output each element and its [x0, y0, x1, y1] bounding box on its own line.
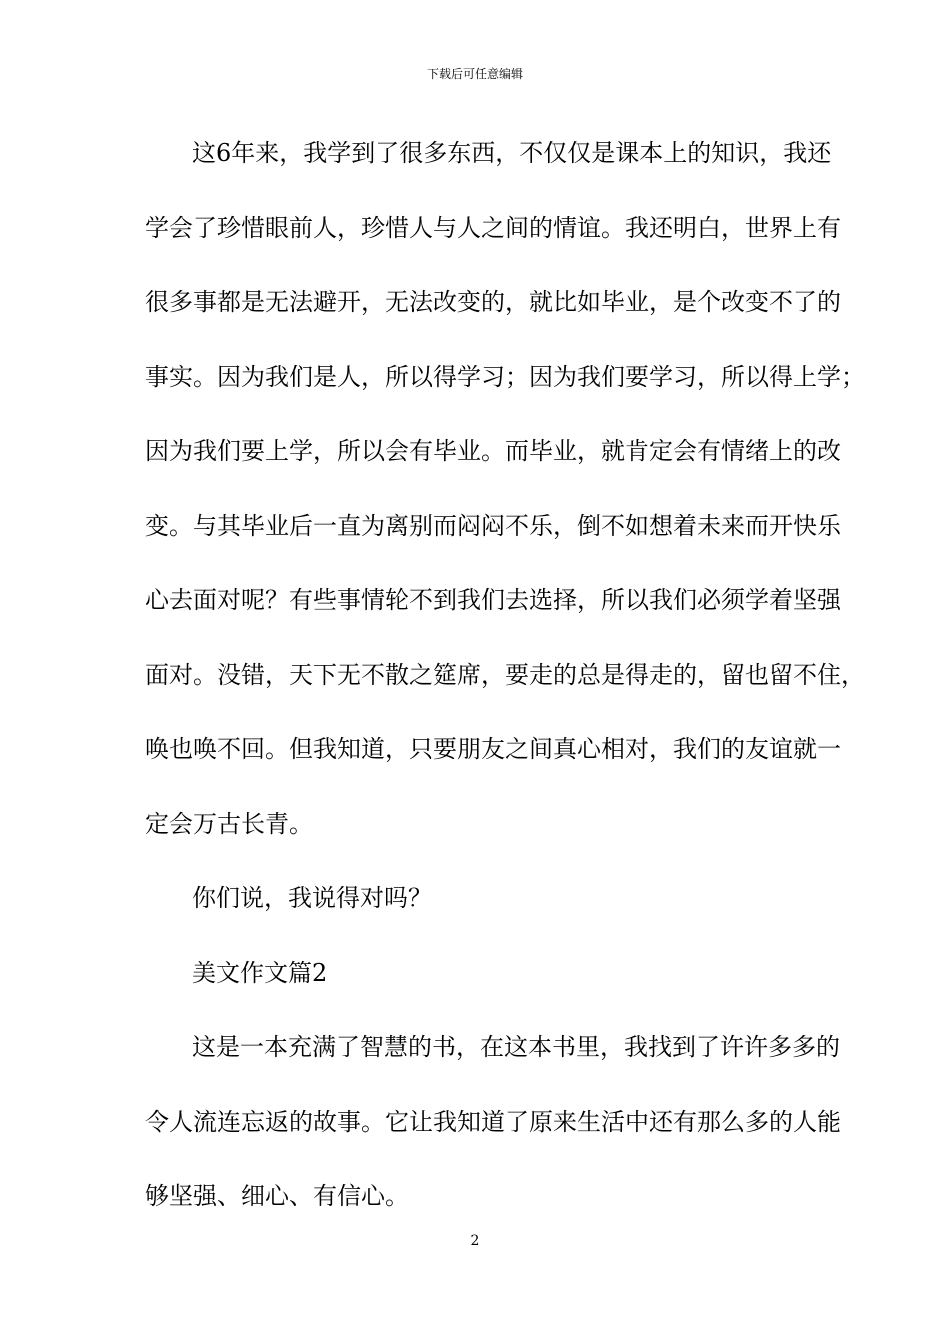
section-heading: 美文作文篇2: [192, 958, 328, 987]
page-header: 下载后可任意编辑: [426, 67, 523, 81]
paragraph-line: 学会了珍惜眼前人，珍惜人与人之间的情谊。我还明白，世界上有: [145, 213, 841, 242]
paragraph-line: 事实。因为我们是人，所以得学习；因为我们要学习，所以得上学；: [145, 362, 865, 391]
paragraph-line: 你们说，我说得对吗？: [192, 884, 432, 912]
paragraph-line: 这6年来，我学到了很多东西，不仅仅是课本上的知识，我还: [192, 139, 832, 167]
document-body: [145, 128, 865, 1246]
paragraph-line: 令人流连忘返的故事。它让我知道了原来生活中还有那么多的人能: [145, 1107, 841, 1136]
paragraph-line: 够坚强、细心、有信心。: [145, 1182, 409, 1210]
paragraph-line: 因为我们要上学，所以会有毕业。而毕业，就肯定会有情绪上的改: [145, 437, 841, 465]
paragraph-line: 定会万古长青。: [145, 809, 313, 838]
paragraph-line: 这是一本充满了智慧的书，在这本书里，我找到了许许多多的: [192, 1033, 840, 1061]
paragraph-line: 心去面对呢？有些事情轮不到我们去选择，所以我们必须学着坚强: [145, 586, 841, 614]
paragraph-line: 变。与其毕业后一直为离别而闷闷不乐，倒不如想着未来而开快乐: [145, 511, 841, 540]
paragraph-line: 很多事都是无法避开，无法改变的，就比如毕业，是个改变不了的: [145, 288, 841, 316]
paragraph-line: 唤也唤不回。但我知道，只要朋友之间真心相对，我们的友谊就一: [145, 735, 841, 763]
page-number: 2: [470, 1233, 480, 1249]
paragraph-line: 面对。没错，天下无不散之筵席，要走的总是得走的，留也留不住，: [145, 660, 865, 689]
